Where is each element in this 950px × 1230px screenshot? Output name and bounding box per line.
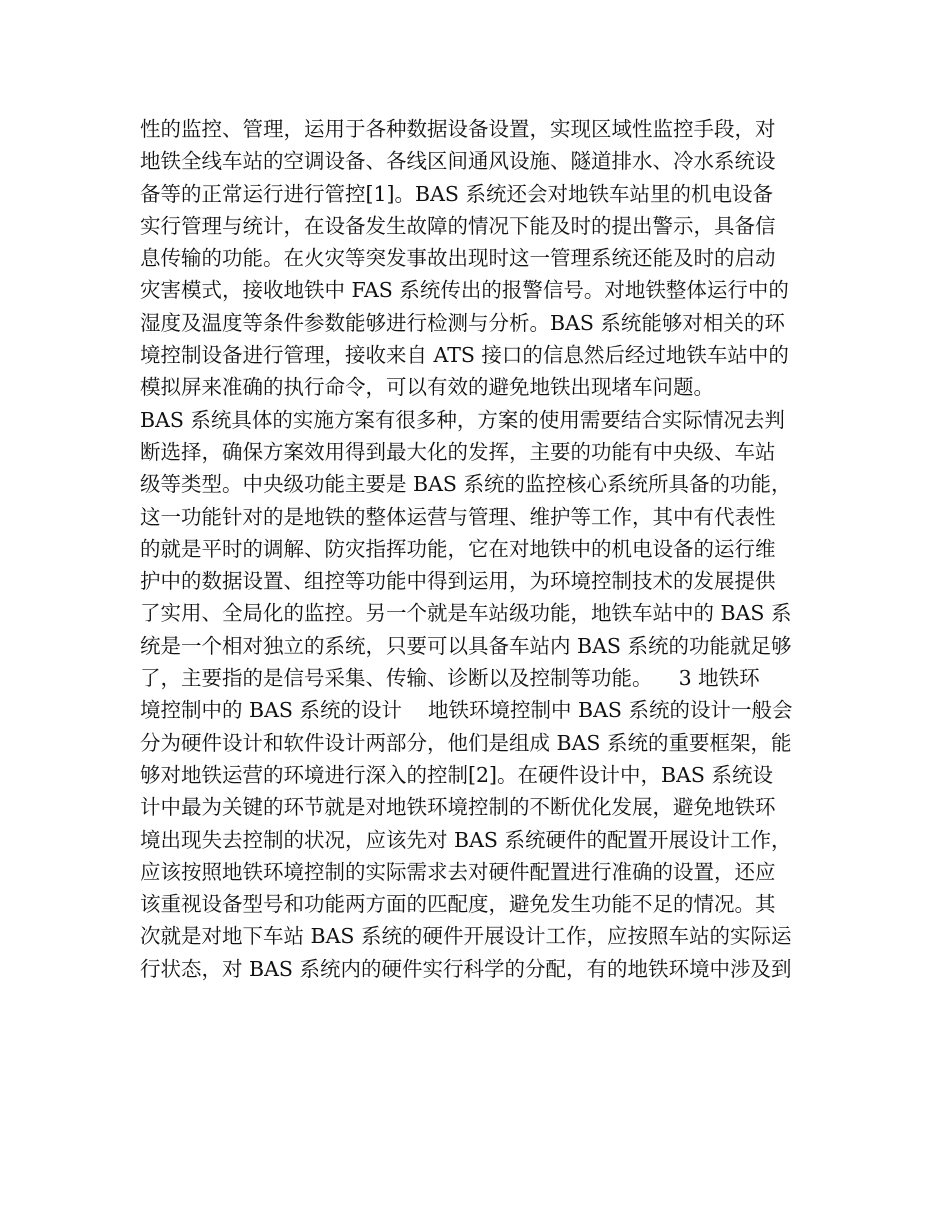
text-line: 级等类型。中央级功能主要是 BAS 系统的监控核心系统所具备的功能，: [140, 472, 792, 497]
body-text: [140, 113, 820, 985]
text-line: 湿度及温度等条件参数能够进行检测与分析。BAS 系统能够对相关的环: [140, 310, 785, 335]
text-line: 了实用、全局化的监控。另一个就是车站级功能，地铁车站中的 BAS 系: [140, 601, 792, 626]
text-line: 境出现失去控制的状况，应该先对 BAS 系统硬件的配置开展设计工作，: [140, 827, 792, 852]
text-line: 行状态，对 BAS 系统内的硬件实行科学的分配，有的地铁环境中涉及到: [140, 956, 792, 981]
text-line: 实行管理与统计，在设备发生故障的情况下能及时的提出警示，具备信: [140, 213, 776, 238]
text-line: 性的监控、管理，运用于各种数据设备设置，实现区域性监控手段，对: [140, 117, 776, 141]
text-line: 地铁全线车站的空调设备、各线区间通风设施、隧道排水、冷水系统设: [140, 149, 776, 174]
text-line: 备等的正常运行进行管控[1]。BAS 系统还会对地铁车站里的机电设备: [140, 181, 773, 206]
text-line: 该重视设备型号和功能两方面的匹配度，避免发生功能不足的情况。其: [140, 892, 776, 917]
text-line: 够对地铁运营的环境进行深入的控制[2]。在硬件设计中，BAS 系统设: [140, 762, 773, 787]
text-line: 这一功能针对的是地铁的整体运营与管理、维护等工作，其中有代表性: [140, 504, 776, 529]
text-line: 灾害模式，接收地铁中 FAS 系统传出的报警信号。对地铁整体运行中的: [140, 278, 789, 303]
text-line: 断选择，确保方案效用得到最大化的发挥，主要的功能有中央级、车站: [140, 439, 776, 464]
text-line: 分为硬件设计和软件设计两部分，他们是组成 BAS 系统的重要框架，能: [140, 730, 792, 755]
text-line: 次就是对地下车站 BAS 系统的硬件开展设计工作，应按照车站的实际运: [140, 924, 792, 949]
text-line: 统是一个相对独立的系统，只要可以具备车站内 BAS 系统的功能就足够: [140, 633, 792, 658]
text-line: BAS 系统具体的实施方案有很多种，方案的使用需要结合实际情况去判: [140, 407, 785, 432]
text-line: 息传输的功能。在火灾等突发事故出现时这一管理系统还能及时的启动: [140, 246, 776, 271]
text-line: 模拟屏来准确的执行命令，可以有效的避免地铁出现堵车问题。: [140, 375, 714, 400]
text-line: 应该按照地铁环境控制的实际需求去对硬件配置进行准确的设置，还应: [140, 859, 776, 884]
text-line: 境控制中的 BAS 系统的设计 地铁环境控制中 BAS 系统的设计一般会: [140, 698, 793, 723]
text-line: 了，主要指的是信号采集、传输、诊断以及控制等功能。 3 地铁环: [140, 666, 760, 691]
text-line: 计中最为关键的环节就是对地铁环境控制的不断优化发展，避免地铁环: [140, 795, 776, 820]
text-line: 的就是平时的调解、防灾指挥功能，它在对地铁中的机电设备的运行维: [140, 536, 776, 561]
text-line: 境控制设备进行管理，接收来自 ATS 接口的信息然后经过地铁车站中的: [140, 343, 789, 368]
text-line: 护中的数据设置、组控等功能中得到运用，为环境控制技术的发展提供: [140, 569, 776, 594]
